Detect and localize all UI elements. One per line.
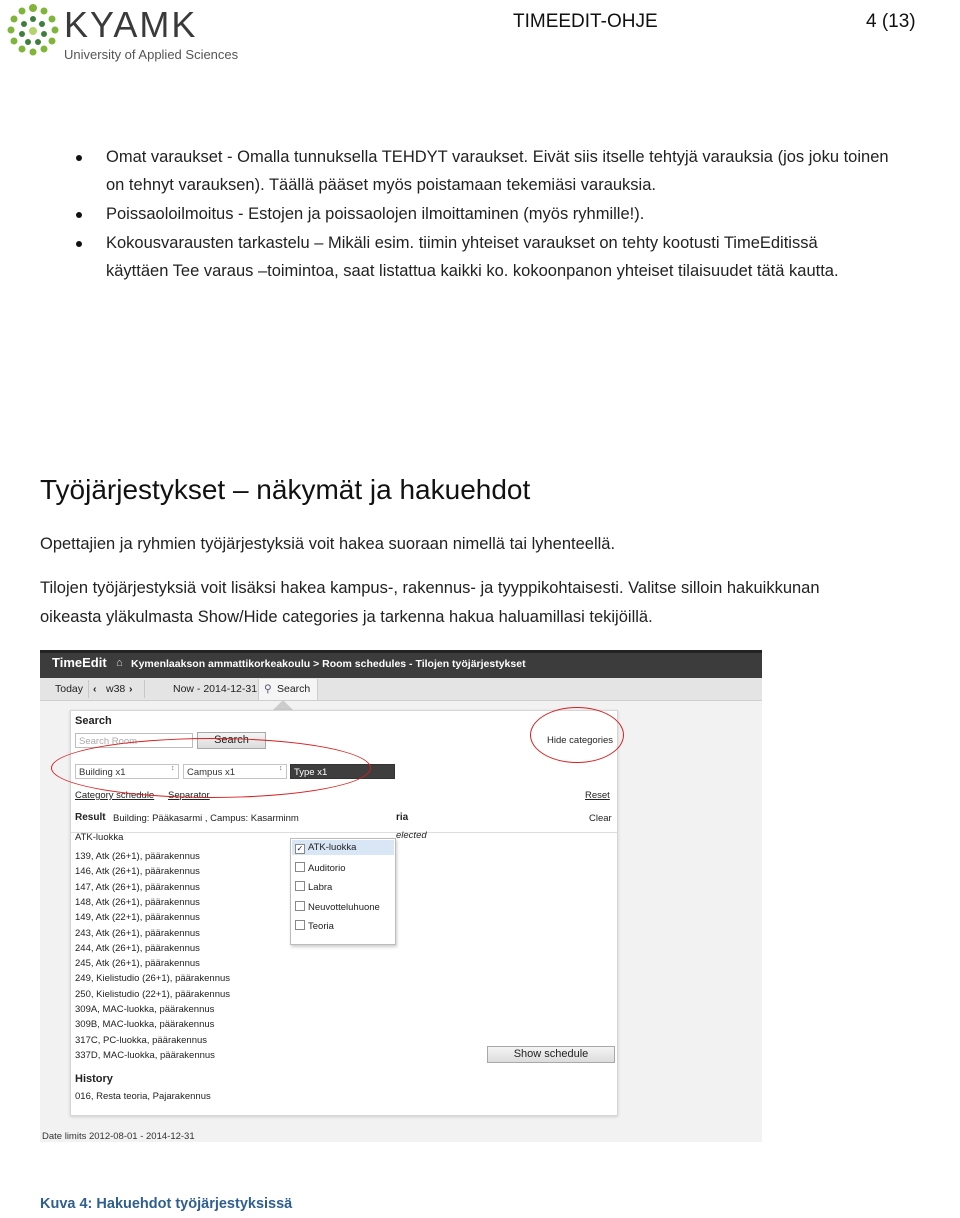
paragraph-1: Opettajien ja ryhmien työjärjestyksiä voit hakea suoraan nimellä tai lyhenteellä. bbox=[40, 535, 616, 553]
checkbox-icon[interactable] bbox=[295, 881, 305, 891]
bullet-dot bbox=[76, 155, 82, 161]
show-schedule-button[interactable]: Show schedule bbox=[487, 1046, 615, 1063]
tab-pointer-icon bbox=[273, 700, 293, 710]
paragraph-2-line-1: Tilojen työjärjestyksiä voit lisäksi hakea kampus-, rakennus- ja tyyppikohtaisesti. Valitse silloin hakuikkunan bbox=[40, 579, 820, 597]
type-option-label: ATK-luokka bbox=[308, 842, 357, 853]
category-schedule-link[interactable]: Category schedule bbox=[75, 790, 155, 801]
result-partial-text: ria bbox=[396, 812, 409, 823]
room-list-item[interactable]: 149, Atk (22+1), päärakennus bbox=[75, 912, 200, 924]
week-label: w38 bbox=[106, 683, 126, 695]
timeedit-screenshot bbox=[40, 650, 762, 1142]
selected-text: elected bbox=[396, 830, 427, 841]
section-heading: Työjärjestykset – näkymät ja hakuehdot bbox=[40, 474, 531, 505]
separator-link[interactable]: Separator bbox=[168, 790, 210, 801]
room-list-item[interactable]: 250, Kielistudio (22+1), päärakennus bbox=[75, 988, 231, 1000]
type-option-label: Neuvotteluhuone bbox=[308, 901, 380, 913]
reset-link[interactable]: Reset bbox=[585, 790, 610, 801]
bullet-2-line-1: Poissaoloilmoitus - Estojen ja poissaolojen ilmoittaminen (myös ryhmille!). bbox=[106, 205, 645, 223]
room-list-item[interactable]: 146, Atk (26+1), päärakennus bbox=[75, 866, 200, 878]
history-item[interactable]: 016, Resta teoria, Pajarakennus bbox=[75, 1091, 211, 1102]
checkbox-icon[interactable]: ✓ bbox=[296, 844, 304, 853]
campus-select[interactable]: Campus x1 bbox=[183, 764, 287, 779]
type-select[interactable]: Type x1 bbox=[290, 764, 395, 779]
room-list-item[interactable]: 337D, MAC-luokka, päärakennus bbox=[75, 1049, 215, 1061]
room-list-item[interactable]: 243, Atk (26+1), päärakennus bbox=[75, 927, 200, 939]
bullet-1-line-2: on tehnyt varauksen). Täällä pääset myös poistamaan tekemiäsi varauksia. bbox=[106, 176, 656, 194]
bullet-1-line-1: Omat varaukset - Omalla tunnuksella TEHDYT varaukset. Eivät siis itselle tehtyjä varauksia (jos joku toinen bbox=[106, 148, 889, 166]
toolbar bbox=[40, 678, 762, 701]
search-title: Search bbox=[75, 715, 112, 727]
type-option-label: Labra bbox=[308, 882, 333, 893]
today-button[interactable]: Today bbox=[55, 683, 84, 695]
clear-link[interactable]: Clear bbox=[589, 813, 612, 824]
timeedit-logo: TimeEdit bbox=[52, 655, 107, 670]
type-option-label: Auditorio bbox=[308, 862, 346, 874]
checkbox-icon[interactable] bbox=[295, 920, 305, 930]
room-list-item[interactable]: 147, Atk (26+1), päärakennus bbox=[75, 881, 200, 893]
search-button[interactable]: Search bbox=[197, 732, 266, 749]
checkbox-icon[interactable] bbox=[295, 901, 305, 911]
document-title: TIMEEDIT-OHJE bbox=[513, 11, 658, 32]
logo-mark bbox=[4, 2, 62, 60]
room-list-item[interactable]: 249, Kielistudio (26+1), päärakennus bbox=[75, 973, 231, 985]
bullet-3-line-2: käyttäen Tee varaus –toimintoa, saat listattua kaikki ko. kokoonpanon yhteiset tilaisuudet tätä kautta. bbox=[106, 262, 839, 280]
search-tab-icon: ⚲ bbox=[264, 683, 272, 695]
bullet-dot bbox=[76, 241, 82, 247]
logo-subtitle: University of Applied Sciences bbox=[64, 47, 239, 62]
room-list-item[interactable]: 139, Atk (26+1), päärakennus bbox=[75, 851, 200, 862]
type-dropdown-menu bbox=[290, 838, 396, 945]
type-option-label: Teoria bbox=[308, 921, 334, 932]
hide-categories-link[interactable]: Hide categories bbox=[547, 735, 614, 746]
next-week-chevron-icon[interactable]: › bbox=[129, 683, 133, 695]
search-input[interactable]: Search Room bbox=[75, 733, 193, 748]
search-tab-label[interactable]: Search bbox=[277, 683, 311, 695]
bullet-dot bbox=[76, 212, 82, 218]
paragraph-2-line-2: oikeasta yläkulmasta Show/Hide categories ja tarkenna hakua haluamillasi tekijöillä. bbox=[40, 608, 653, 626]
room-list-item[interactable]: 148, Atk (26+1), päärakennus bbox=[75, 896, 200, 908]
toolbar-divider bbox=[88, 680, 89, 698]
building-select[interactable]: Building x1 bbox=[75, 764, 179, 779]
home-icon[interactable]: ⌂ bbox=[116, 657, 123, 669]
annotation-ellipse-selects bbox=[51, 738, 371, 798]
logo-wordmark: KYAMK bbox=[64, 4, 198, 45]
room-list-item[interactable]: 309A, MAC-luokka, päärakennus bbox=[75, 1004, 215, 1015]
group-label: ATK-luokka bbox=[75, 832, 124, 843]
result-label: Result bbox=[75, 812, 106, 823]
room-list-item[interactable]: 309B, MAC-luokka, päärakennus bbox=[75, 1019, 215, 1031]
prev-week-chevron-icon[interactable]: ‹ bbox=[93, 683, 97, 695]
now-button[interactable]: Now - 2014-12-31 bbox=[173, 683, 258, 695]
bullet-3-line-1: Kokousvarausten tarkastelu – Mikäli esim. tiimin yhteiset varaukset on tehty kootusti TimeEditissä bbox=[106, 234, 818, 252]
type-option[interactable] bbox=[295, 842, 356, 854]
type-option[interactable] bbox=[295, 920, 334, 932]
toolbar-divider bbox=[144, 680, 145, 698]
result-filter-text: Building: Pääkasarmi , Campus: Kasarminm bbox=[113, 813, 299, 824]
checkbox-icon[interactable] bbox=[295, 862, 305, 872]
breadcrumb[interactable]: Kymenlaakson ammattikorkeakoulu > Room schedules - Tilojen työjärjestykset bbox=[131, 658, 526, 670]
building-select-arrow-icon: ↕ bbox=[171, 765, 175, 772]
room-list-item[interactable]: 317C, PC-luokka, päärakennus bbox=[75, 1034, 208, 1046]
type-option[interactable] bbox=[295, 862, 346, 874]
history-label: History bbox=[75, 1073, 113, 1085]
page-number: 4 (13) bbox=[866, 11, 916, 32]
date-limits: Date limits 2012-08-01 - 2014-12-31 bbox=[42, 1131, 195, 1142]
room-list-item[interactable]: 245, Atk (26+1), päärakennus bbox=[75, 958, 200, 970]
room-list-item[interactable]: 244, Atk (26+1), päärakennus bbox=[75, 942, 200, 954]
annotation-ellipse-hide-categories bbox=[530, 707, 624, 763]
campus-select-arrow-icon: ↕ bbox=[279, 765, 283, 772]
type-option[interactable] bbox=[295, 901, 380, 913]
figure-caption: Kuva 4: Hakuehdot työjärjestyksissä bbox=[40, 1196, 293, 1212]
type-option[interactable] bbox=[295, 881, 332, 893]
